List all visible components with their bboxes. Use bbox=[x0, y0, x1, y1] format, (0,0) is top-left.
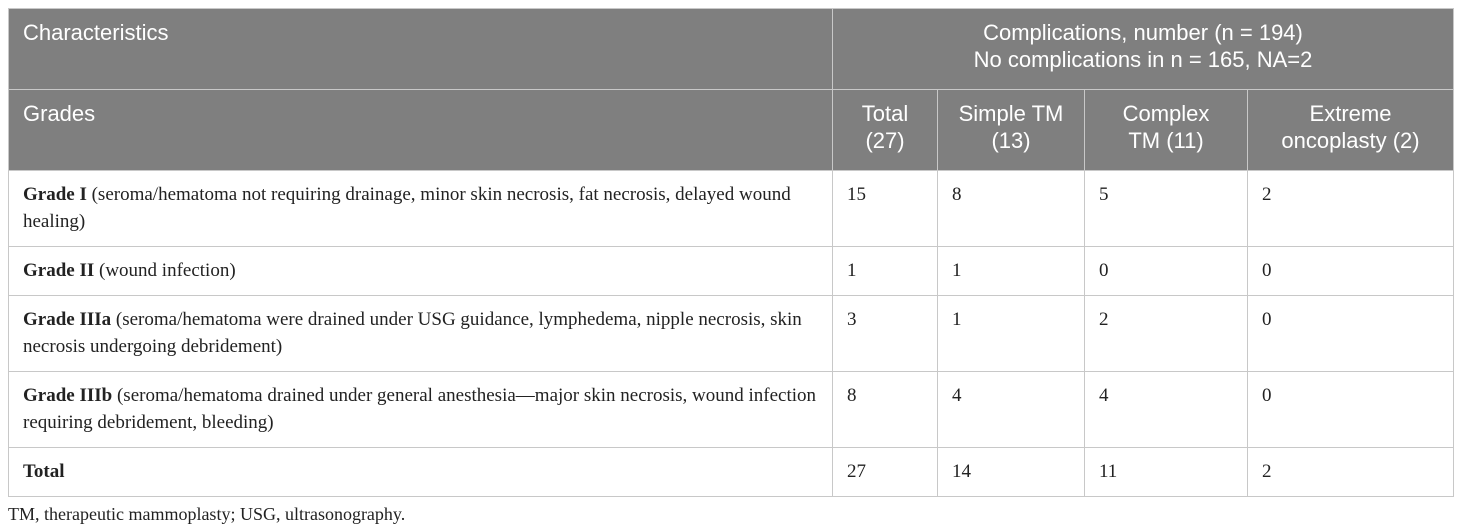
simple-cell: 1 bbox=[938, 296, 1085, 372]
total-cell: 27 bbox=[833, 448, 938, 497]
grade-cell bbox=[9, 448, 833, 497]
grade-label: Grade IIIb bbox=[23, 385, 113, 406]
grade-cell bbox=[9, 247, 833, 296]
grades-header: Grades bbox=[9, 90, 833, 171]
total-cell: 8 bbox=[833, 372, 938, 448]
extreme-cell: 0 bbox=[1248, 372, 1454, 448]
grade-description: (seroma/hematoma were drained under USG guidance, lymphedema, nipple necrosis, skin necrosis undergoing debridement) bbox=[23, 309, 802, 357]
table-footnote: TM, therapeutic mammoplasty; USG, ultrasonography. bbox=[8, 504, 406, 524]
total-cell: 3 bbox=[833, 296, 938, 372]
total-row bbox=[9, 448, 1454, 497]
extreme-header-line2: oncoplasty (2) bbox=[1281, 128, 1420, 153]
total-header bbox=[833, 90, 938, 171]
header-row-1 bbox=[9, 9, 1454, 90]
complications-header bbox=[833, 9, 1454, 90]
simple-header-line1: Simple TM bbox=[958, 101, 1064, 126]
complications-header-line2: No complications in n = 165, NA=2 bbox=[973, 47, 1313, 72]
total-cell: 15 bbox=[833, 171, 938, 247]
extreme-cell: 2 bbox=[1248, 448, 1454, 497]
total-header-line2: (27) bbox=[865, 128, 905, 153]
complex-cell: 4 bbox=[1085, 372, 1248, 448]
table-row bbox=[9, 296, 1454, 372]
complex-tm-header bbox=[1085, 90, 1248, 171]
simple-tm-header bbox=[938, 90, 1085, 171]
grade-description: (seroma/hematoma drained under general anesthesia—major skin necrosis, wound infection requiring debridement, bleeding) bbox=[23, 385, 817, 433]
table-row bbox=[9, 171, 1454, 247]
complex-header-line2: TM (11) bbox=[1128, 128, 1204, 153]
total-cell: 1 bbox=[833, 247, 938, 296]
grade-label: Total bbox=[23, 461, 65, 482]
complications-header-line1: Complications, number (n = 194) bbox=[983, 20, 1303, 45]
simple-cell: 14 bbox=[938, 448, 1085, 497]
grade-cell bbox=[9, 296, 833, 372]
extreme-header-line1: Extreme bbox=[1309, 101, 1392, 126]
characteristics-header: Characteristics bbox=[9, 9, 833, 90]
table-row bbox=[9, 372, 1454, 448]
extreme-oncoplasty-header bbox=[1248, 90, 1454, 171]
extreme-cell: 2 bbox=[1248, 171, 1454, 247]
extreme-cell: 0 bbox=[1248, 247, 1454, 296]
grade-description: (wound infection) bbox=[94, 260, 236, 281]
complex-cell: 11 bbox=[1085, 448, 1248, 497]
complex-header-line1: Complex bbox=[1122, 101, 1210, 126]
complex-cell: 5 bbox=[1085, 171, 1248, 247]
extreme-cell: 0 bbox=[1248, 296, 1454, 372]
complex-cell: 2 bbox=[1085, 296, 1248, 372]
total-header-line1: Total bbox=[861, 101, 909, 126]
table-row bbox=[9, 247, 1454, 296]
header-row-2 bbox=[9, 90, 1454, 171]
grade-cell bbox=[9, 372, 833, 448]
simple-cell: 4 bbox=[938, 372, 1085, 448]
complex-cell: 0 bbox=[1085, 247, 1248, 296]
grade-label: Grade II bbox=[23, 260, 95, 281]
simple-cell: 1 bbox=[938, 247, 1085, 296]
grade-description: (seroma/hematoma not requiring drainage, minor skin necrosis, fat necrosis, delayed wound healing) bbox=[23, 184, 791, 232]
complications-table bbox=[8, 8, 1454, 497]
grade-cell bbox=[9, 171, 833, 247]
simple-cell: 8 bbox=[938, 171, 1085, 247]
grade-label: Grade I bbox=[23, 184, 87, 205]
grade-label: Grade IIIa bbox=[23, 309, 112, 330]
simple-header-line2: (13) bbox=[991, 128, 1031, 153]
